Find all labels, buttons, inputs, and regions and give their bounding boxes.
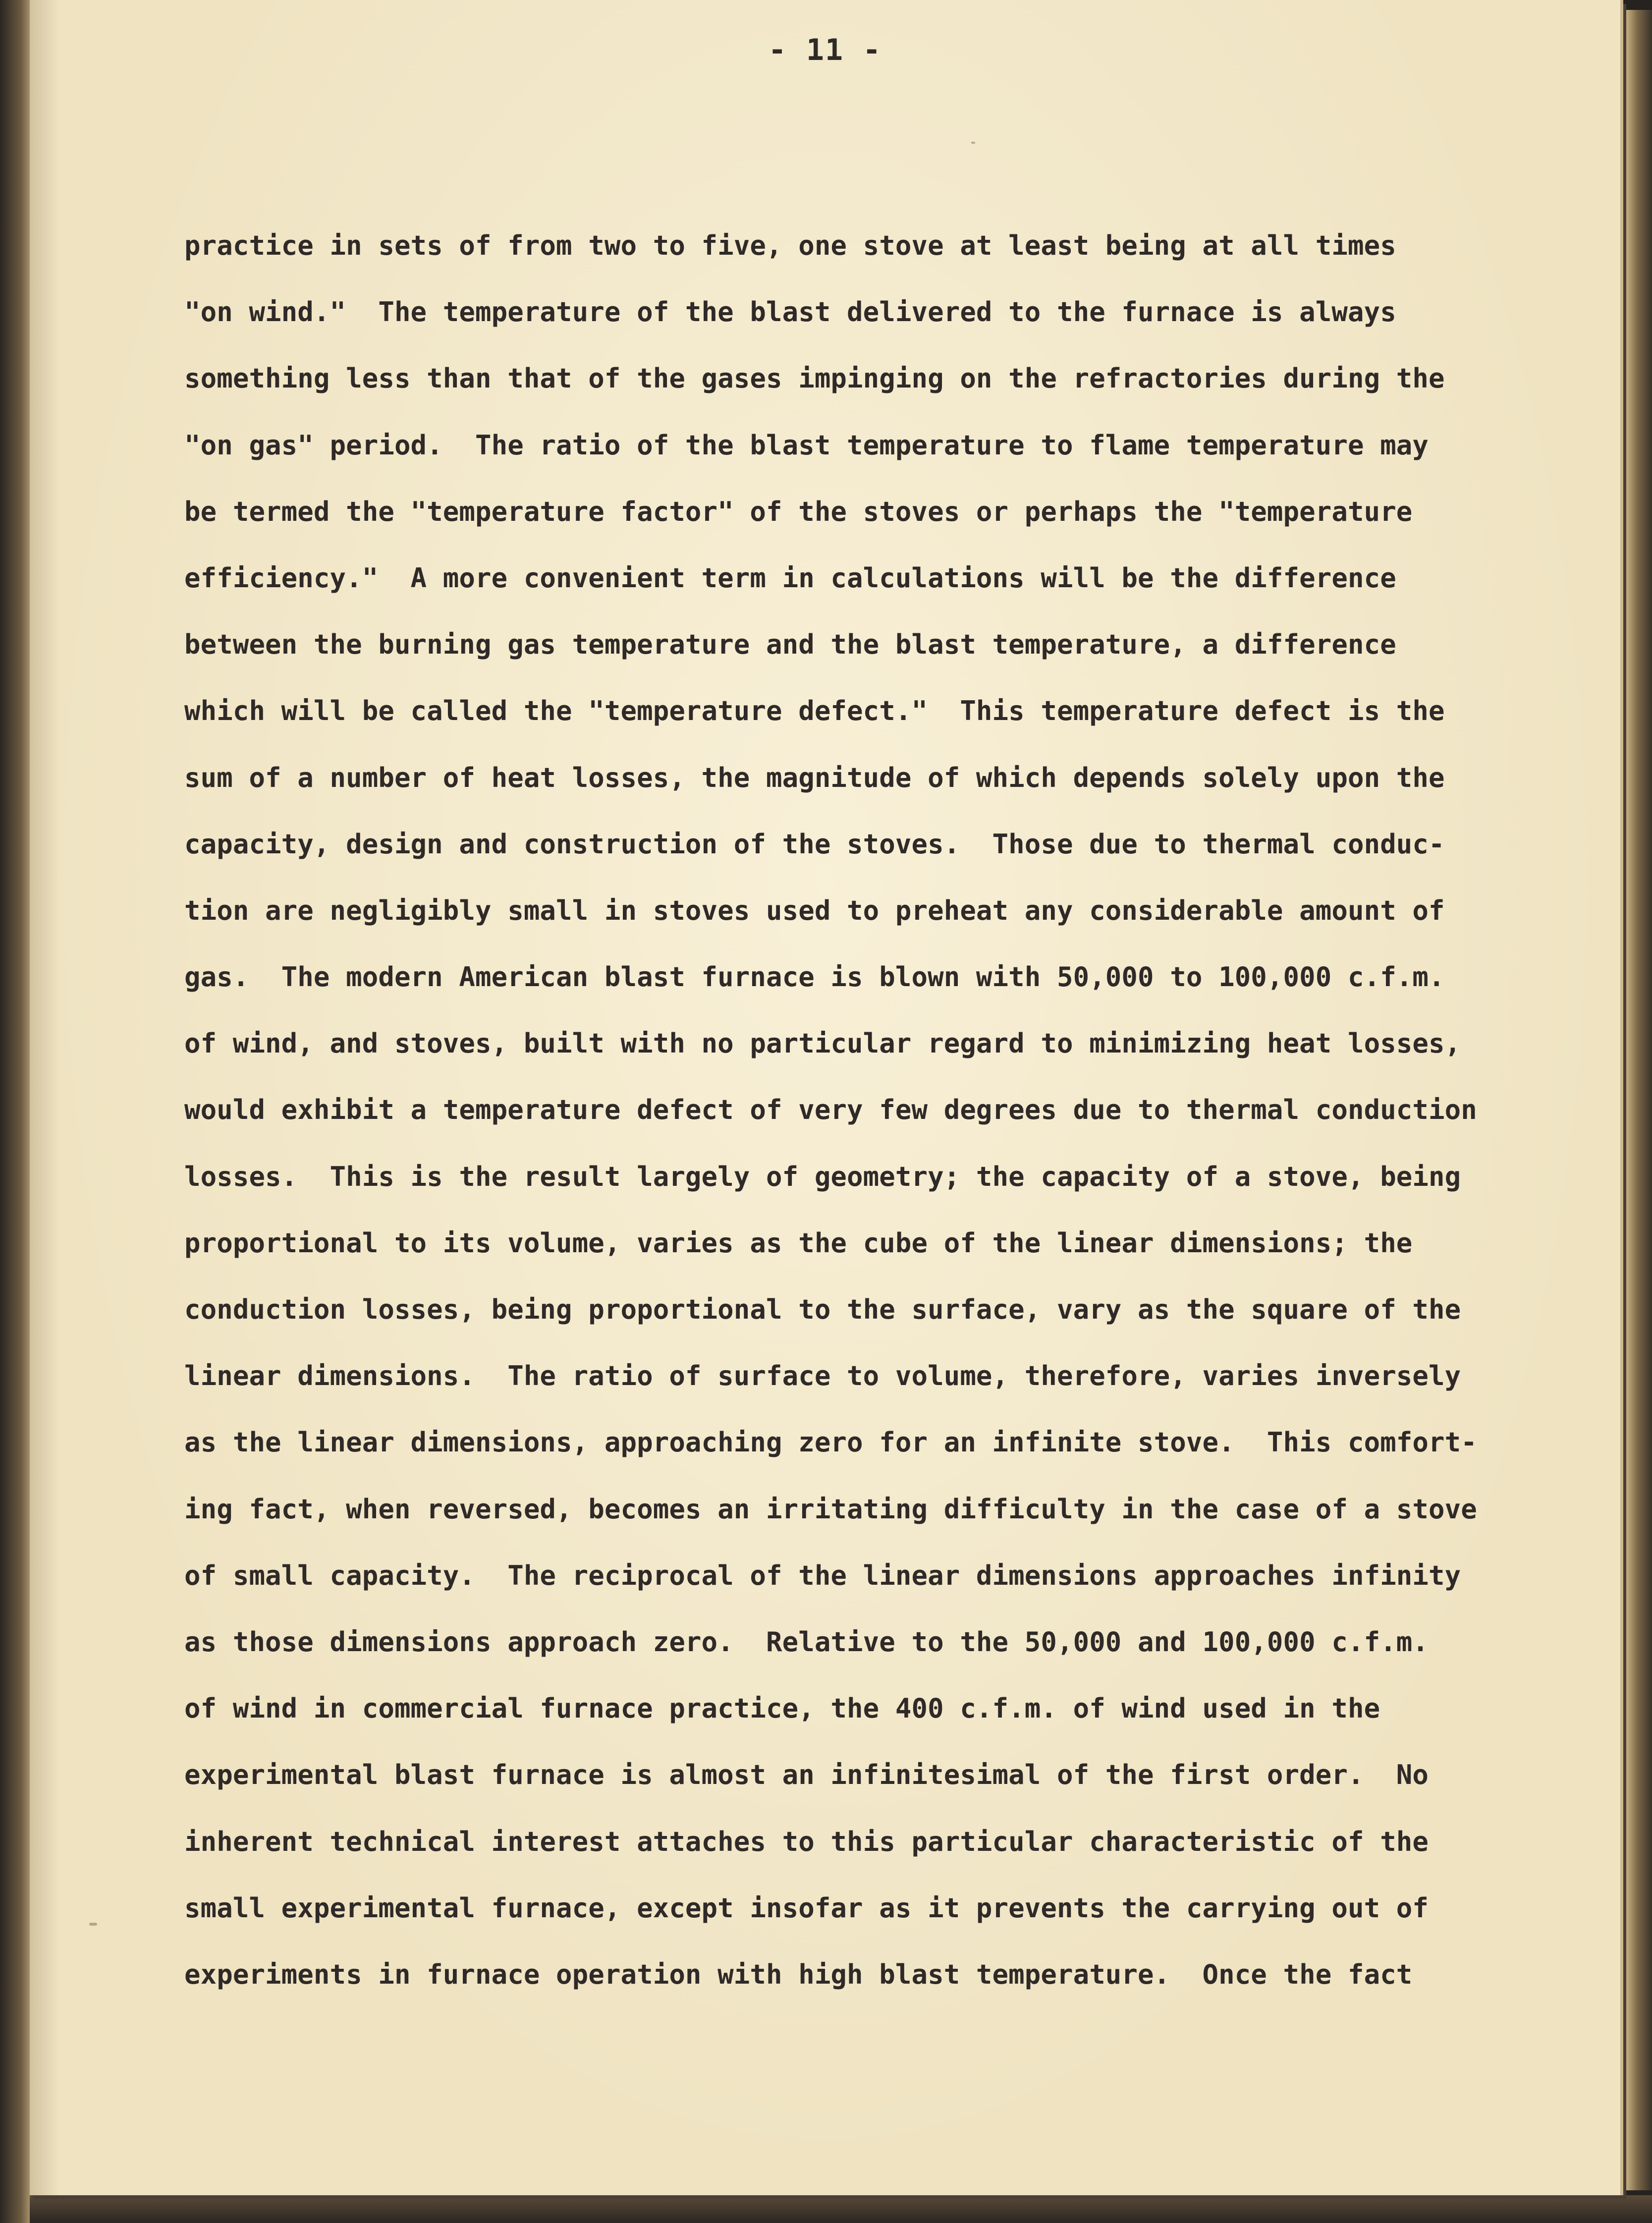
book-binding: [0, 0, 30, 2223]
text-line: efficiency." A more convenient term in calculations will be the difference: [184, 562, 1396, 594]
text-line: ing fact, when reversed, becomes an irritating difficulty in the case of a stove: [184, 1493, 1477, 1525]
text-line: as the linear dimensions, approaching zero for an infinite stove. This comfort-: [184, 1427, 1477, 1458]
ink-smudge: [89, 1923, 97, 1926]
text-line: "on wind." The temperature of the blast delivered to the furnace is always: [184, 296, 1396, 328]
text-line: sum of a number of heat losses, the magnitude of which depends solely upon the: [184, 762, 1445, 793]
text-line: conduction losses, being proportional to the surface, vary as the square of the: [184, 1294, 1461, 1325]
text-line: inherent technical interest attaches to this particular characteristic of the: [184, 1826, 1429, 1857]
text-line: which will be called the "temperature defect." This temperature defect is the: [184, 695, 1445, 727]
text-line: something less than that of the gases impinging on the refractories during the: [184, 363, 1445, 394]
typewritten-page: [30, 0, 1623, 2195]
text-line: would exhibit a temperature defect of very few degrees due to thermal conduction: [184, 1094, 1477, 1126]
text-line: proportional to its volume, varies as the cube of the linear dimensions; the: [184, 1227, 1413, 1259]
text-line: of wind in commercial furnace practice, the 400 c.f.m. of wind used in the: [184, 1693, 1380, 1724]
text-line: capacity, design and construction of the stoves. Those due to thermal conduc-: [184, 828, 1445, 860]
text-line: linear dimensions. The ratio of surface to volume, therefore, varies inversely: [184, 1360, 1461, 1392]
text-line: gas. The modern American blast furnace is blown with 50,000 to 100,000 c.f.m.: [184, 961, 1445, 993]
text-line: of small capacity. The reciprocal of the linear dimensions approaches infinity: [184, 1559, 1461, 1591]
text-line: be termed the "temperature factor" of the stoves or perhaps the "temperature: [184, 496, 1413, 527]
body-text: [184, 231, 1582, 2026]
text-line: between the burning gas temperature and the blast temperature, a difference: [184, 629, 1396, 661]
text-line: as those dimensions approach zero. Relative to the 50,000 and 100,000 c.f.m.: [184, 1626, 1429, 1658]
text-line: practice in sets of from two to five, one stove at least being at all times: [184, 230, 1396, 261]
text-line: experimental blast furnace is almost an infinitesimal of the first order. No: [184, 1759, 1429, 1791]
text-line: of wind, and stoves, built with no particular regard to minimizing heat losses,: [184, 1028, 1461, 1059]
text-line: experiments in furnace operation with high blast temperature. Once the fact: [184, 1958, 1413, 1990]
text-line: losses. This is the result largely of geometry; the capacity of a stove, being: [184, 1161, 1461, 1192]
text-line: small experimental furnace, except insofar as it prevents the carrying out of: [184, 1892, 1429, 1924]
text-line: "on gas" period. The ratio of the blast temperature to flame temperature may: [184, 429, 1429, 461]
page-number: - 11 -: [768, 33, 882, 67]
page-edge-bottom: [30, 2195, 1652, 2223]
text-line: tion are negligibly small in stoves used to preheat any considerable amount of: [184, 894, 1445, 926]
ink-speck: [971, 142, 975, 144]
